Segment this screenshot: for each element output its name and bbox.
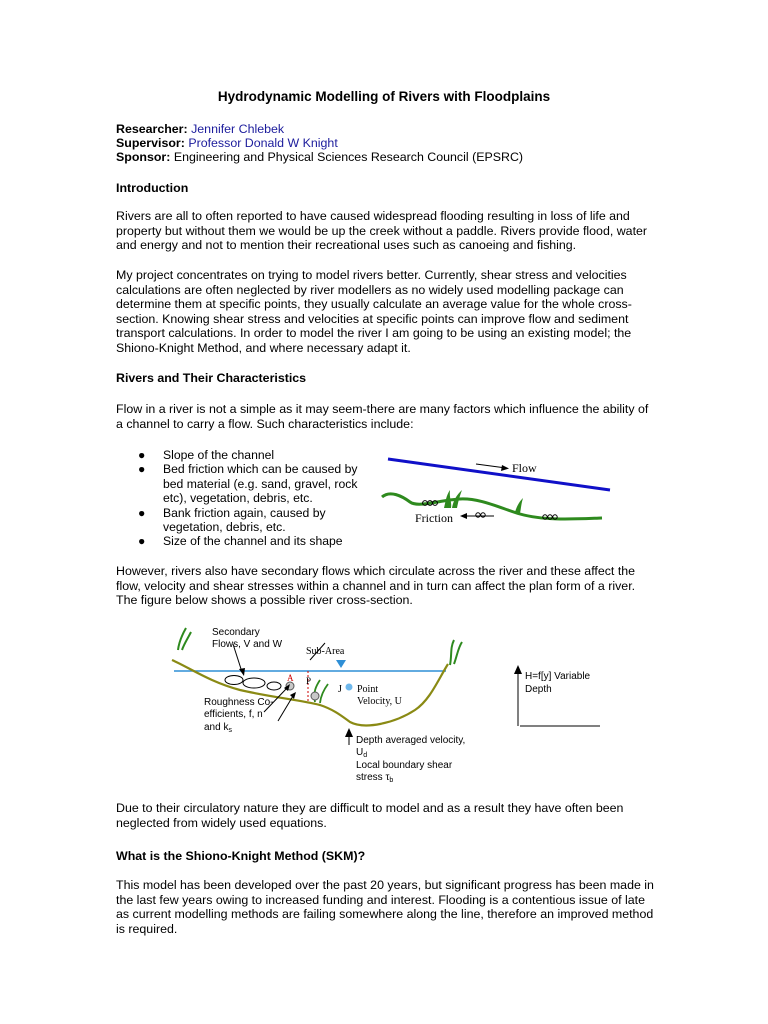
vegetation-icon xyxy=(515,498,523,513)
gravel-icon xyxy=(481,513,485,517)
depth-averaged-label-2: $U_d$ xyxy=(356,747,368,759)
list-item-text: Bank friction again, caused by vegetation, debris, etc. xyxy=(163,505,326,535)
characteristics-list xyxy=(138,448,378,549)
secondary-flow-icon xyxy=(225,676,243,685)
depth-averaged-label-1: Depth averaged velocity, xyxy=(356,735,466,746)
researcher-name[interactable]: Jennifer Chlebek xyxy=(191,122,285,136)
flow-arrowhead xyxy=(501,465,509,471)
sponsor-line xyxy=(116,150,523,164)
variable-depth-label-1: H=f[y] Variable xyxy=(525,671,591,682)
intro-heading: Introduction xyxy=(116,181,189,195)
subarea-label: Sub-Area xyxy=(306,646,345,657)
boundary-shear-label-2: stress $\tau_b$ xyxy=(356,772,394,784)
researcher-line xyxy=(116,122,284,136)
roughness-label-2: efficients, f, n xyxy=(204,709,263,720)
secondary-flow-icon xyxy=(267,682,281,690)
water-surface-line xyxy=(388,459,610,490)
point-velocity-label-2: Velocity, U xyxy=(357,696,402,707)
cross-section-figure xyxy=(160,620,610,790)
boundary-shear-label-1: Local boundary shear xyxy=(356,760,453,771)
bullet-icon: ● xyxy=(138,534,146,549)
rivers-heading: Rivers and Their Characteristics xyxy=(116,371,307,385)
gravel-icon xyxy=(476,513,480,517)
subarea-p-label: P xyxy=(306,676,312,686)
sponsor-name: Engineering and Physical Sciences Research Council (EPSRC) xyxy=(173,150,524,164)
roughness-arrow xyxy=(278,696,293,721)
secondary-flow-icon xyxy=(243,678,265,688)
water-level-marker-icon xyxy=(336,660,346,668)
variable-depth-label-2: Depth xyxy=(525,684,552,695)
list-item xyxy=(138,534,378,548)
bullet-icon: ● xyxy=(138,448,146,462)
point-j-label: J xyxy=(338,684,342,695)
flow-arrow xyxy=(476,464,506,468)
secondary-arrowhead xyxy=(239,668,245,676)
gravel-icon xyxy=(311,692,319,700)
sponsor-label: Sponsor: xyxy=(116,150,171,164)
point-velocity-icon xyxy=(346,684,353,691)
rivers-paragraph-2: However, rivers also have secondary flows which circulate across the river and these affect the flow, velocity and shear stresses within a channel and in turn can affect the plan form of a river. The figure below shows a possible river cross-section. xyxy=(116,564,636,608)
rivers-paragraph-3: Due to their circulatory nature they are difficult to model and as a result they have often been neglected from widely used equations. xyxy=(116,801,624,830)
supervisor-line xyxy=(116,136,338,150)
roughness-label-1: Roughness Co- xyxy=(204,697,274,708)
secondary-flows-label-1: Secondary xyxy=(212,627,260,638)
supervisor-name[interactable]: Professor Donald W Knight xyxy=(188,136,338,150)
point-velocity-label-1: Point xyxy=(357,684,379,695)
skm-paragraph-1: This model has been developed over the past 20 years, but significant progress has been made in the last few years owing to increased funding and interest. Flooding is a contentious issue of late as current modelling methods are failing somewhere along the line, therefore an improved method is required. xyxy=(116,878,654,936)
friction-label: Friction xyxy=(415,511,453,525)
researcher-label: Researcher: xyxy=(116,122,188,136)
flow-label: Flow xyxy=(512,461,537,475)
intro-paragraph-2: My project concentrates on trying to model rivers better. Currently, shear stress and velocities calculations are often neglected by river modellers as no widely used modelling package can determine them at specific points, they usually calculate an average value for the whole cross-section. Knowing shear stress and velocities at specific points can improve flow and sediment transport calculations. In order to model the river I am going to be using an existing model; the Shiono-Knight Method, and where necessary adapt it. xyxy=(116,268,632,355)
roughness-label-3: and $k_s$ xyxy=(204,722,232,734)
skm-heading: What is the Shiono-Knight Method (SKM)? xyxy=(116,849,366,863)
list-item-text: Size of the channel and its shape xyxy=(163,534,343,549)
bullet-icon: ● xyxy=(138,505,146,520)
friction-arrowhead xyxy=(460,513,467,519)
vegetation-icon xyxy=(450,640,462,665)
flow-friction-figure xyxy=(380,450,620,535)
depth-axis-arrowhead xyxy=(514,665,522,674)
list-item-text: Slope of the channel xyxy=(163,448,275,462)
intro-paragraph-1: Rivers are all to often reported to have caused widespread flooding resulting in loss of life and property but without them we would be up the creek without a paddle. Rivers provide flood, water and energy and not to mention their recreational uses such as canoeing and fishing. xyxy=(116,209,648,253)
list-item xyxy=(138,506,378,535)
rivers-paragraph-1: Flow in a river is not a simple as it may seem-there are many factors which influence the ability of a channel to carry a flow. Such characteristics include: xyxy=(116,402,649,431)
list-item-text: Bed friction which can be caused by bed material (e.g. sand, gravel, rock etc), vegetation, debris, etc. xyxy=(163,462,358,506)
subarea-a-label: A xyxy=(287,673,294,683)
list-item xyxy=(138,448,378,462)
roughness-arrowhead xyxy=(290,692,296,699)
secondary-flows-label-2: Flows, V and W xyxy=(212,639,283,650)
supervisor-label: Supervisor: xyxy=(116,136,185,150)
document-title: Hydrodynamic Modelling of Rivers with Floodplains xyxy=(217,89,551,104)
bullet-icon: ● xyxy=(138,462,146,477)
vegetation-icon xyxy=(178,628,191,650)
depth-arrowhead xyxy=(345,728,353,737)
list-item xyxy=(138,462,378,505)
